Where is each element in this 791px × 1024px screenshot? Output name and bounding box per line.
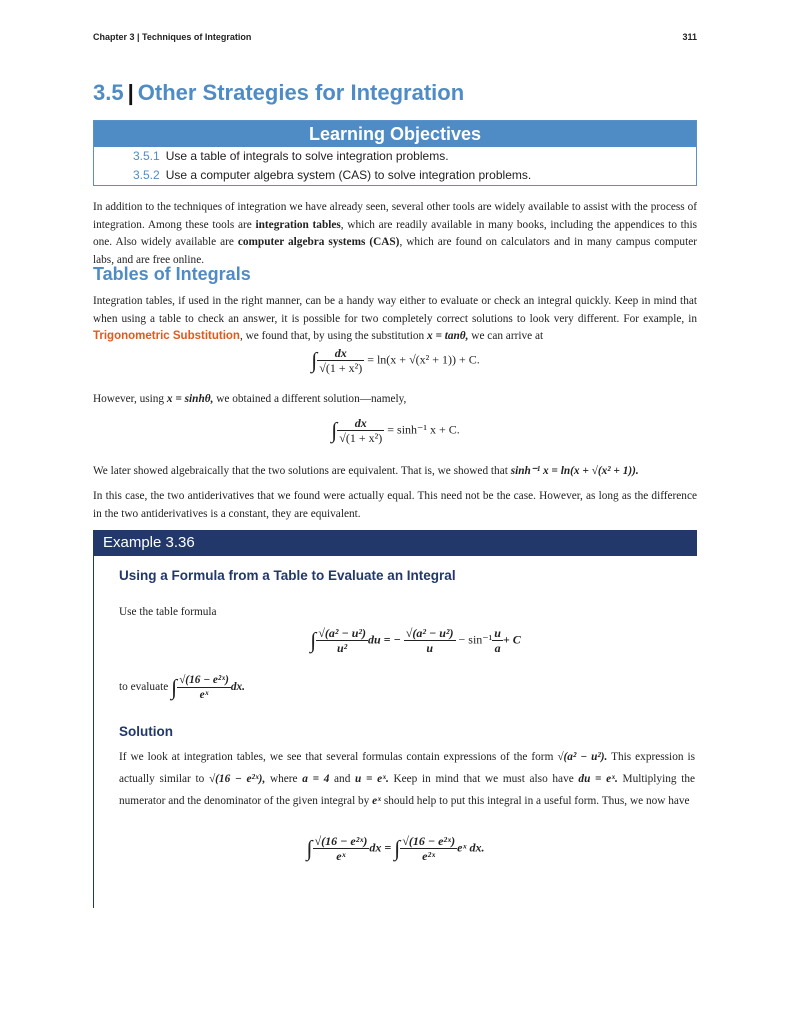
solution-paragraph: If we look at integration tables, we see that several formulas contain expressions of the form √(a² − u²). This expression is actually similar to √(16 − e²ˣ), where a = 4 and u = eˣ. Keep in mind that we must also have du = eˣ. Multiplying the numerator and the denominator of the given integral by eˣ should help to put this integral in a useful form. Thus, we now have <box>119 751 695 807</box>
chapter-label: Chapter 3 | Techniques of Integration <box>93 32 252 42</box>
section-title-text: Other Strategies for Integration <box>137 80 465 105</box>
trig-substitution-link[interactable]: Trigonometric Substitution <box>93 330 240 342</box>
equation-2: ∫ $\frac{dx}{\text{√(1 + x²)}}$ = sinh⁻¹ x + C. <box>331 416 460 445</box>
page-number: 311 <box>682 32 697 42</box>
learning-objectives-heading: Learning Objectives <box>94 121 696 147</box>
term-cas: computer algebra systems (CAS) <box>237 236 400 248</box>
term-integration-tables: integration tables <box>255 218 341 231</box>
table-formula: ∫ $\frac{\text{√(a² − u²)}}{\text{u²}}$ du = − $\frac{\text{√(a² − u²)}}{u}$ − sin⁻¹ $\frac{u}{a}$ + C <box>310 626 521 655</box>
subsection-heading: Tables of Integrals <box>93 264 251 284</box>
section-number: 3.5 <box>93 80 124 105</box>
objective-text: Use a table of integrals to solve integration problems. <box>165 149 449 163</box>
learning-objectives-box <box>93 120 697 186</box>
intro-paragraph: In addition to the techniques of integration we have already seen, several other tools are widely available to assist with the process of integration. Among these tools are integration tables, which are readily available in many books, including the appendices to this one. Also widely available are computer algebra systems (CAS), which are found on calculators and in many campus computer labs, and are free online. <box>93 201 698 266</box>
example-subtitle: Using a Formula from a Table to Evaluate an Integral <box>119 568 456 583</box>
equation-rewrite: ∫ $\frac{\text{√(16 − e²ˣ)}}{\text{eˣ}}$ dx = ∫ $\frac{\text{√(16 − e²ˣ)}}{\text{e²ˣ}}$ eˣ dx. <box>306 834 485 863</box>
objective-item <box>94 166 696 185</box>
paragraph: to evaluate ∫ $\frac{\text{√(16 − e²ˣ)}}{\text{eˣ}}$ dx. <box>119 674 245 701</box>
running-header <box>93 32 697 42</box>
section-title <box>93 80 464 106</box>
paragraph: Integration tables, if used in the right manner, can be a handy way either to evaluate or check an integral quickly. Keep in mind that when using a table to check an answer, it is possible for two completely correct solutions to look very different. For example, in Trigonometric Substitution, we found that, by using the substitution x = tanθ, we can arrive at <box>93 295 697 342</box>
solution-heading: Solution <box>119 724 173 739</box>
equation-1: ∫ $\frac{dx}{\text{√(1 + x²)}}$ = ln(x + √(x² + 1)) + C. <box>311 346 480 375</box>
objective-item <box>94 147 696 166</box>
objective-number: 3.5.1 <box>133 149 160 163</box>
objective-text: Use a computer algebra system (CAS) to solve integration problems. <box>165 168 532 182</box>
example-header: Example 3.36 <box>93 530 697 556</box>
paragraph: Use the table formula <box>119 606 217 618</box>
paragraph: However, using x = sinhθ, we obtained a different solution—namely, <box>93 393 407 405</box>
title-separator: | <box>127 80 134 105</box>
paragraph: In this case, the two antiderivatives that we found were actually equal. This need not be the case. However, as long as the difference in the two antiderivatives is a constant, they are equivalent. <box>93 490 697 520</box>
objective-number: 3.5.2 <box>133 168 160 182</box>
paragraph: We later showed algebraically that the two solutions are equivalent. That is, we showed that sinh⁻¹ x = ln(x + √(x² + 1)). <box>93 465 639 477</box>
